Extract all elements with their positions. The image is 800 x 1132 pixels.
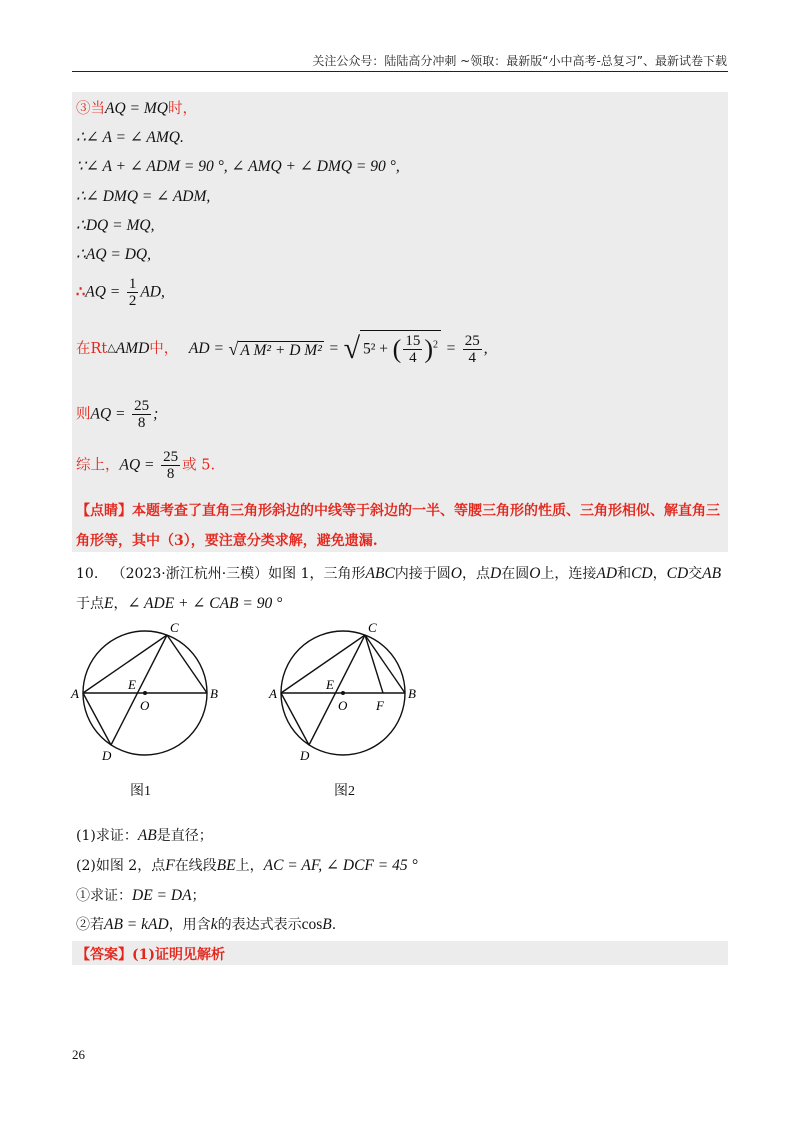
comment-tag: 【点睛】: [76, 503, 132, 519]
answer-line: [76, 944, 225, 964]
text: 综上，: [76, 457, 120, 474]
problem-number: 10.: [76, 566, 99, 582]
figure-1-diagram: [70, 620, 230, 770]
numerator: 25: [163, 449, 179, 465]
math: CD: [631, 565, 653, 582]
math: cos: [301, 916, 323, 933]
text: 时，: [167, 101, 197, 117]
segment-ac: [281, 635, 365, 693]
math: O: [450, 565, 462, 582]
math: AB: [702, 565, 722, 582]
label-e: E: [326, 677, 334, 692]
solution-line-9: [76, 398, 158, 431]
figure-2-caption: 图2: [334, 784, 355, 799]
text: 或 5.: [182, 457, 216, 474]
math: CD: [666, 565, 689, 582]
text: 上，连接: [540, 566, 597, 582]
problem-line-2: [76, 593, 282, 613]
numerator: 1: [128, 276, 137, 292]
text: 则: [76, 406, 91, 423]
math: AQ =: [85, 283, 121, 301]
fraction: [403, 333, 422, 366]
solution-line-8: [76, 330, 488, 368]
numerator: 25: [464, 332, 480, 349]
text: ；: [191, 888, 206, 904]
math: AD =: [188, 340, 224, 357]
text: ，点: [462, 566, 490, 582]
denominator: 8: [137, 415, 146, 431]
question-1: [76, 825, 213, 845]
segment-cb: [167, 635, 207, 693]
text: .: [331, 917, 337, 933]
answer-text: (1)证明见解析: [132, 947, 225, 963]
paren-right: ): [424, 334, 433, 364]
solution-line-10: [76, 449, 215, 482]
label-c: C: [170, 620, 179, 635]
label-e: E: [128, 677, 136, 692]
label-a: A: [71, 686, 79, 701]
label-o: O: [140, 698, 150, 713]
fraction: [161, 449, 180, 482]
segment-ac: [83, 635, 167, 693]
figure-1-caption: 图1: [130, 784, 151, 799]
text: ，: [652, 566, 667, 582]
text: ，: [113, 596, 128, 612]
denominator: 4: [468, 349, 476, 366]
segment-ad: [83, 693, 111, 745]
math: AMD: [115, 340, 150, 357]
label-a: A: [269, 686, 277, 701]
segment-cd: [309, 635, 365, 745]
label-c: C: [368, 620, 377, 635]
math: AB = kAD: [104, 916, 169, 933]
solution-line-7: [76, 276, 165, 309]
text: (1)求证：: [76, 828, 138, 844]
question-2: [76, 855, 418, 875]
math: ;: [153, 405, 159, 423]
text: ③当: [76, 101, 105, 117]
math: E: [104, 595, 114, 612]
question-2-ii: [76, 914, 336, 934]
math: ∠ ADE + ∠ CAB = 90 °: [127, 595, 283, 612]
numerator: 25: [134, 398, 150, 414]
fraction: [132, 398, 151, 431]
figure-2-diagram: [268, 620, 428, 770]
text: 和: [617, 566, 632, 582]
paren-left: (: [392, 334, 402, 364]
denominator: 2: [128, 293, 137, 309]
text: 如图 1，三角形: [268, 566, 366, 582]
header-rule: [72, 71, 728, 72]
math: AQ =: [90, 405, 126, 423]
text: 是直径；: [156, 828, 213, 844]
center-point: [341, 691, 345, 695]
label-d: D: [102, 748, 112, 763]
solution-line-3: ∵∠ A + ∠ ADM = 90 °, ∠ AMQ + ∠ DMQ = 90 °,: [76, 158, 400, 175]
answer-tag: 【答案】: [76, 947, 132, 963]
text: 于点: [76, 596, 104, 612]
sqrt-expression-2: [344, 330, 441, 368]
numerator: 15: [405, 333, 421, 349]
math: k: [210, 916, 218, 933]
segment-ad: [281, 693, 309, 745]
comment-line-1: [76, 500, 720, 520]
math: DE = DA: [132, 887, 192, 904]
text: ①求证：: [76, 888, 132, 904]
text: ，用含: [168, 917, 211, 933]
text: 中，: [149, 341, 179, 357]
radical-sign: √: [228, 338, 239, 359]
solution-line-4: ∴∠ DMQ = ∠ ADM,: [76, 188, 211, 205]
math: AQ =: [119, 456, 155, 474]
label-d: D: [300, 748, 310, 763]
problem-source: （2023·浙江杭州·三模）: [111, 566, 269, 582]
sqrt-expression: [229, 339, 324, 360]
radicand: [360, 330, 441, 368]
text: 内接于圆: [394, 566, 451, 582]
page-number: 26: [72, 1047, 85, 1062]
fraction: [127, 276, 139, 309]
text: 上，: [235, 858, 264, 874]
question-2-i: [76, 885, 206, 905]
therefore-symbol: ∴: [76, 283, 86, 301]
solution-line-2: ∴∠ A = ∠ AMQ.: [76, 129, 184, 146]
math: F: [165, 857, 175, 874]
text: 在线段: [174, 858, 217, 874]
comment-text: 本题考查了直角三角形斜边的中线等于斜边的一半、等腰三角形的性质、三角形相似、解直角三: [132, 503, 720, 519]
math: ABC: [365, 565, 395, 582]
solution-line-1: [76, 97, 197, 118]
segment-cd: [111, 635, 167, 745]
text: 在圆: [501, 566, 530, 582]
math: B: [322, 916, 332, 933]
label-f: F: [376, 698, 384, 713]
math: ,: [483, 340, 488, 357]
radical-sign: √: [343, 332, 361, 365]
label-b: B: [210, 686, 218, 701]
math: AC = AF, ∠ DCF = 45 °: [263, 857, 418, 874]
fraction: [463, 333, 482, 366]
math: BE: [216, 857, 236, 874]
math: O: [529, 565, 541, 582]
solution-line-6: ∴AQ = DQ,: [76, 246, 151, 263]
exponent: 2: [433, 339, 438, 351]
text: 交: [688, 566, 703, 582]
math: =: [328, 340, 339, 357]
segment-cb: [365, 635, 405, 693]
text: ②若: [76, 917, 104, 933]
math: 5² +: [363, 340, 389, 358]
triangle-symbol: △: [107, 342, 116, 354]
text: (2)如图 2，点: [76, 858, 166, 874]
math: AD,: [140, 283, 165, 301]
solution-line-5: ∴DQ = MQ,: [76, 217, 155, 234]
problem-line-1: [76, 563, 721, 583]
math: D: [490, 565, 502, 582]
text: 的表达式表示: [217, 917, 302, 933]
center-point: [143, 691, 147, 695]
label-o: O: [338, 698, 348, 713]
math: AQ = MQ: [105, 100, 168, 117]
math: =: [445, 340, 457, 357]
denominator: 8: [166, 466, 175, 482]
math: AD: [596, 565, 618, 582]
label-b: B: [408, 686, 416, 701]
comment-line-2: 角形等，其中（3），要注意分类求解，避免遗漏.: [76, 533, 378, 549]
text: 在Rt: [76, 341, 108, 357]
radicand: A M² + D M²: [240, 341, 322, 359]
denominator: 4: [409, 350, 417, 366]
math: AB: [137, 827, 157, 844]
page-header: 关注公众号：陆陆高分冲刺 ~领取：最新版“小中高考-总复习”、最新试卷下载: [312, 54, 727, 68]
